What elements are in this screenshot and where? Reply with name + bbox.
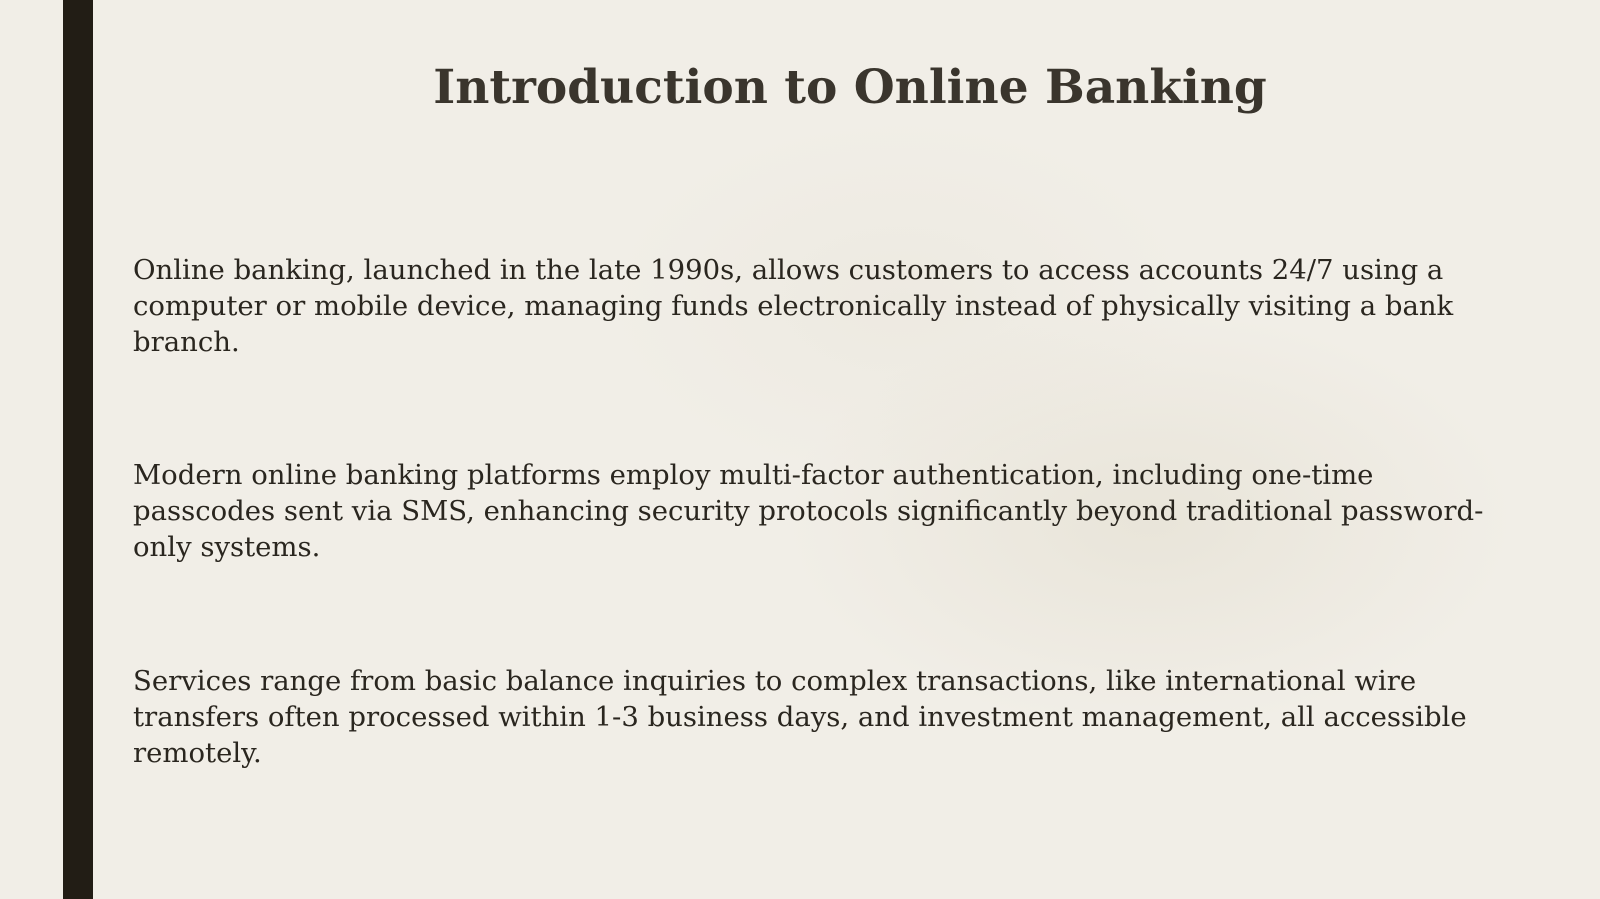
slide-title: Introduction to Online Banking [433,60,1267,115]
paragraph-security: Modern online banking platforms employ multi-factor authentication, including one-time passcodes sent via SMS, enhancing security protocols significantly beyond traditional password-only systems. [133,459,1484,563]
paragraph-history: Online banking, launched in the late 1990s, allows customers to access accounts 24/7 using a computer or mobile device, managing funds electronically instead of physically visiting a bank branch. [133,254,1454,358]
paragraph-services: Services range from basic balance inquiries to complex transactions, like international wire transfers often processed within 1-3 business days, and investment management, all accessible remotely. [133,665,1467,769]
left-accent-bar [63,0,93,899]
